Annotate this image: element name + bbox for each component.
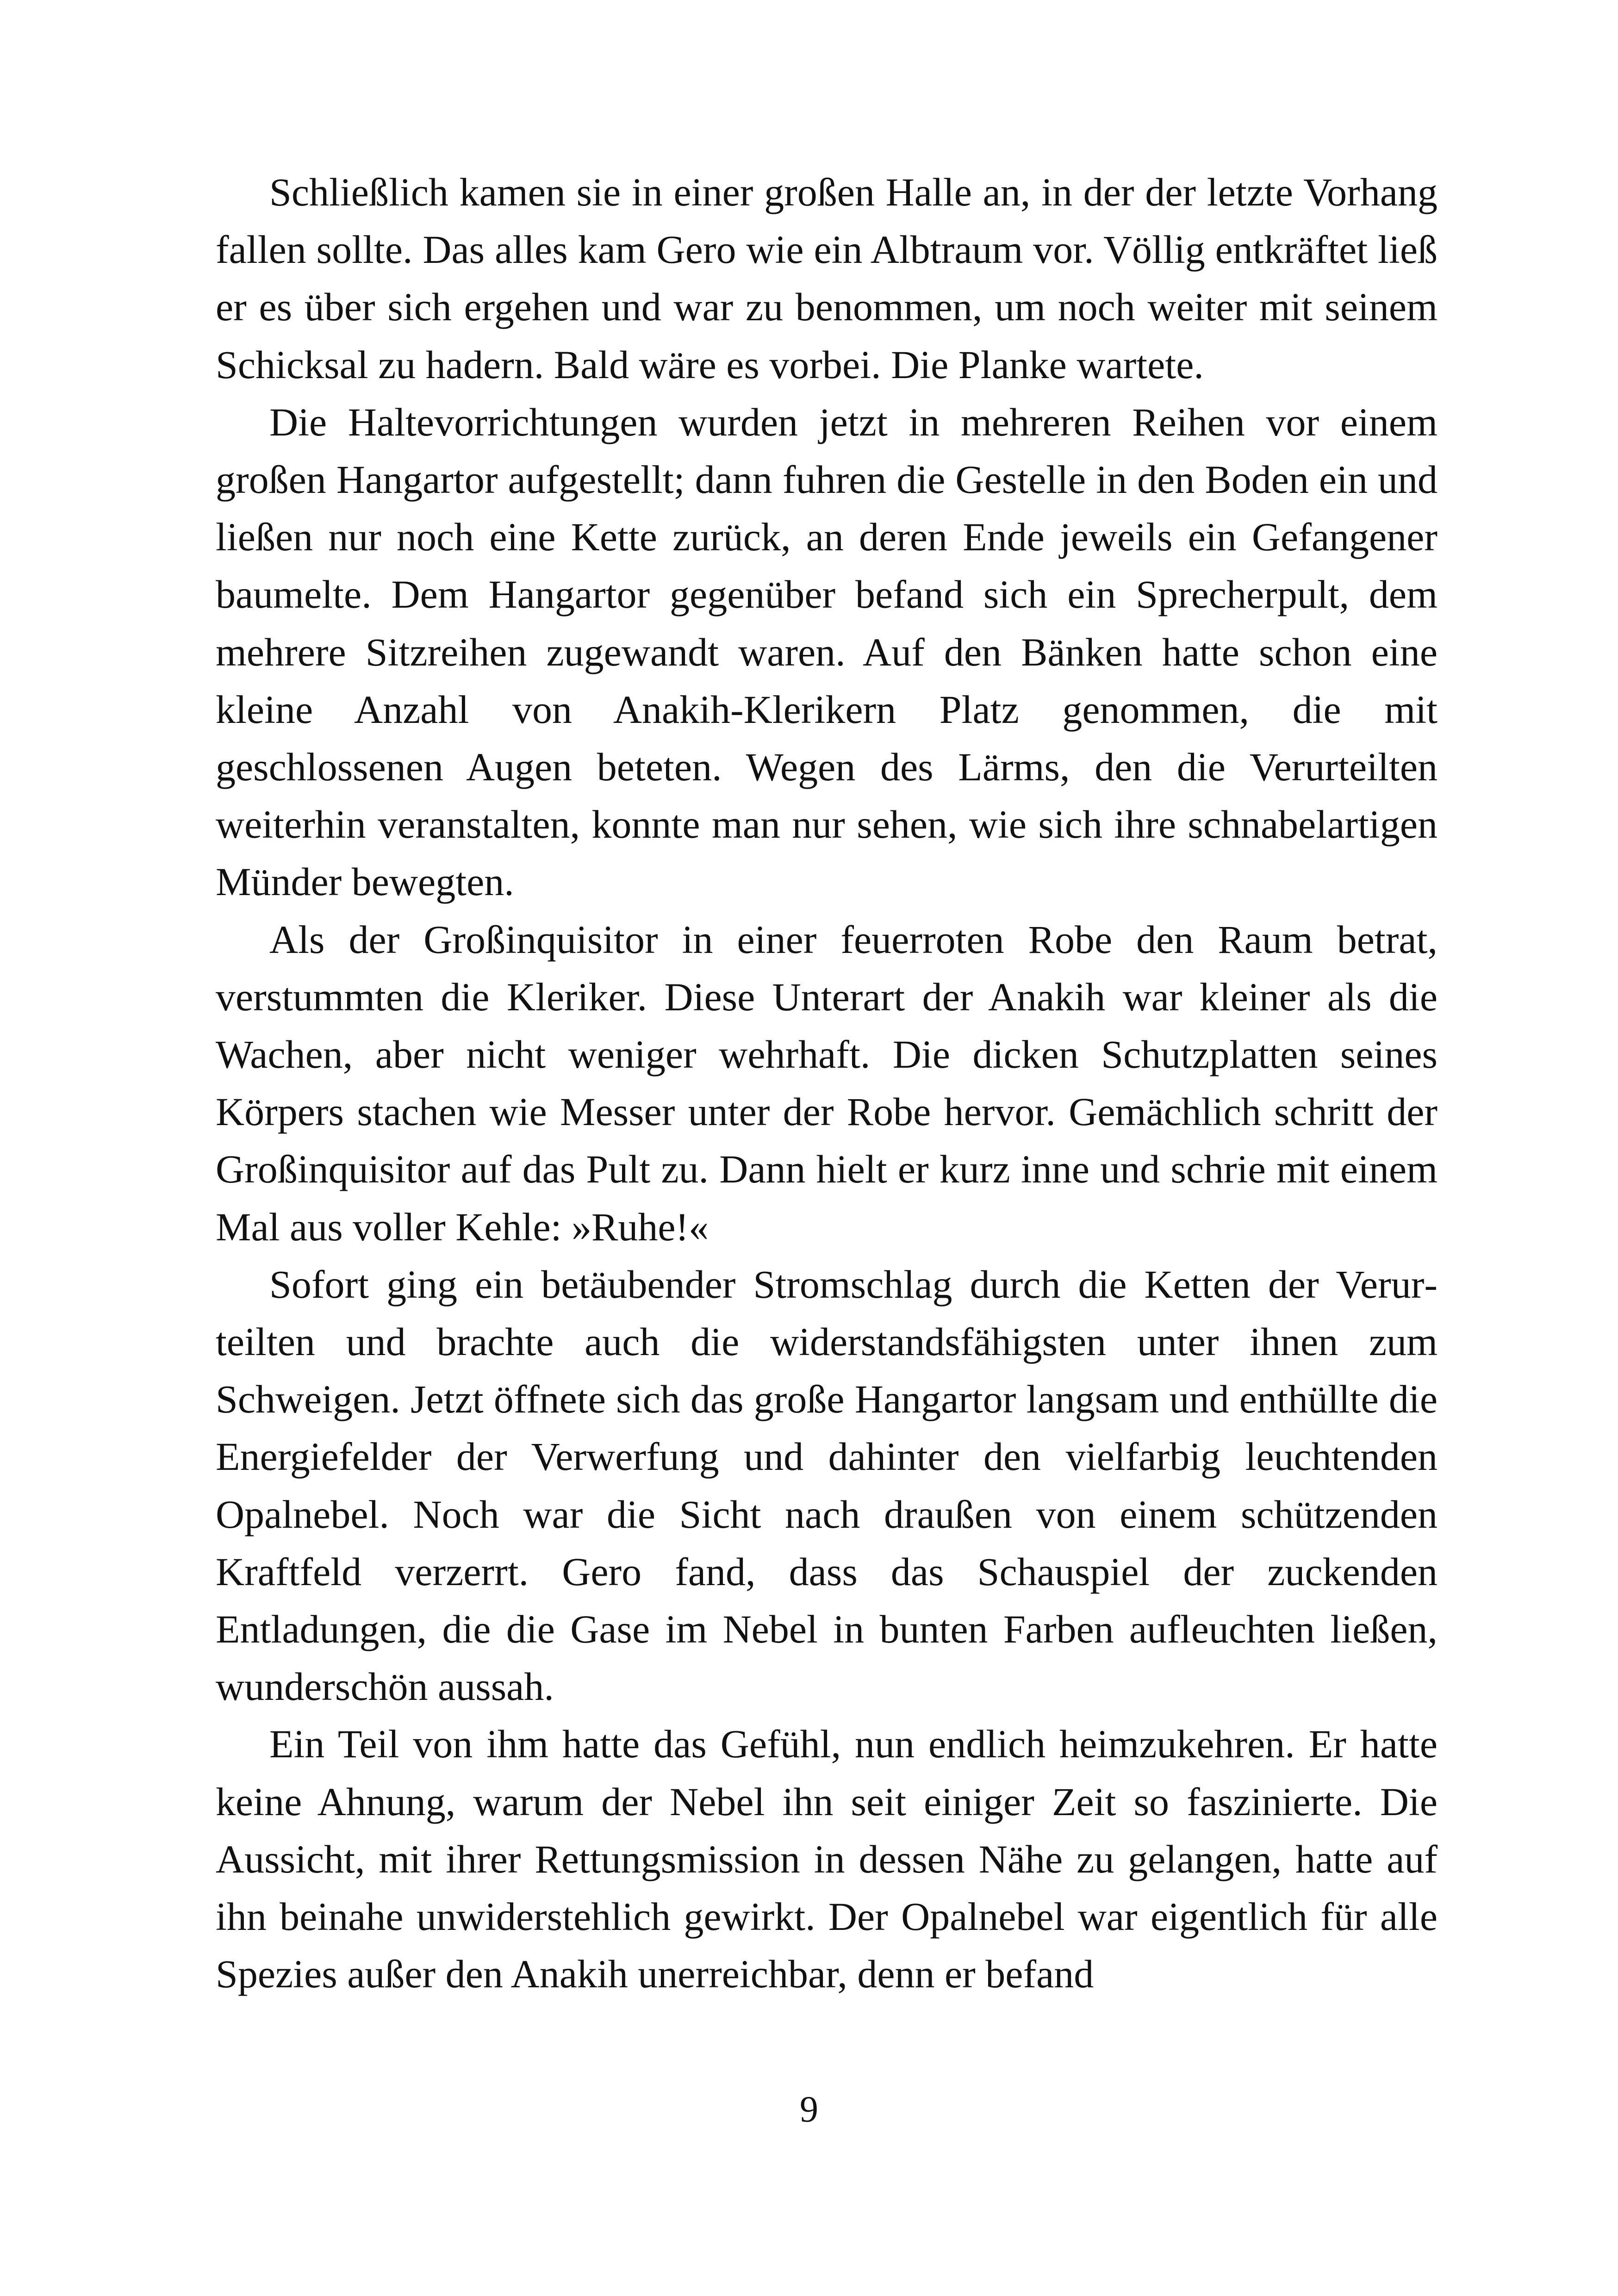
paragraph-2: Die Haltevorrichtungen wurden jetzt in mehreren Reihen vor einem großen Hangartor aufgestellt; dann fuhren die Gestelle in den Boden ein und ließen nur noch eine Kette zurück, an deren Ende jeweils ein Gefangener baumelte. Dem Hangartor gegenüber befand sich ein Sprecherpult, dem mehrere Sitzreihen zugewandt waren. Auf den Bänken hatte schon eine kleine Anzahl von Anakih-Klerikern Platz genommen, die mit geschlossenen Augen beteten. Wegen des Lärms, den die Verurteilten weiterhin veranstalten, konnte man nur sehen, wie sich ihre schnabelartigen Münder bewegten. <box>216 399 1438 904</box>
paragraph-1: Schließlich kamen sie in einer großen Halle an, in der der letzte Vorhang fallen sollte. Das alles kam Gero wie ein Albtraum vor. Völlig entkräftet ließ er es über sich ergehen und war zu benommen, um noch weiter mit seinem Schicksal zu hadern. Bald wäre es vorbei. Die Planke wartete. <box>216 170 1438 387</box>
paragraph-3: Als der Großinquisitor in einer feuerroten Robe den Raum betrat, verstummten die Kleriker. Diese Unterart der Anakih war kleiner als die Wachen, aber nicht weniger wehrhaft. Die dicken Schutzplatten seines Körpers stachen wie Messer unter der Robe hervor. Gemächlich schritt der Großinquisitor auf das Pult zu. Dann hielt er kurz inne und schrie mit einem Mal aus voller Kehle: »Ruhe!« <box>216 917 1438 1249</box>
page-number: 9 <box>800 2089 818 2130</box>
paragraph-5: Ein Teil von ihm hatte das Gefühl, nun endlich heimzukehren. Er hatte keine Ahnung, warum der Nebel ihn seit einiger Zeit so faszinierte. Die Aussicht, mit ihrer Rettungsmission in dessen Nähe zu gelangen, hatte auf ihn beinahe unwiderstehlich gewirkt. Der Opalnebel war eigentlich für alle Spezies außer den Anakih unerreichbar, denn er befand <box>216 1722 1438 1997</box>
paragraph-4: Sofort ging ein betäubender Stromschlag durch die Ketten der Verurteilten und brachte auch die widerstandsfähigsten unter ihnen zum Schweigen. Jetzt öffnete sich das große Hangartor langsam und enthüllte die Energiefelder der Verwerfung und dahinter den vielfarbig leuchtenden Opalnebel. Noch war die Sicht nach draußen von einem schützenden Kraftfeld verzerrt. Gero fand, dass das Schauspiel der zuckenden Entladungen, die die Gase im Nebel in bunten Farben aufleuchten ließen, wunderschön aussah. <box>216 1262 1438 1709</box>
body-text <box>216 163 1438 2003</box>
